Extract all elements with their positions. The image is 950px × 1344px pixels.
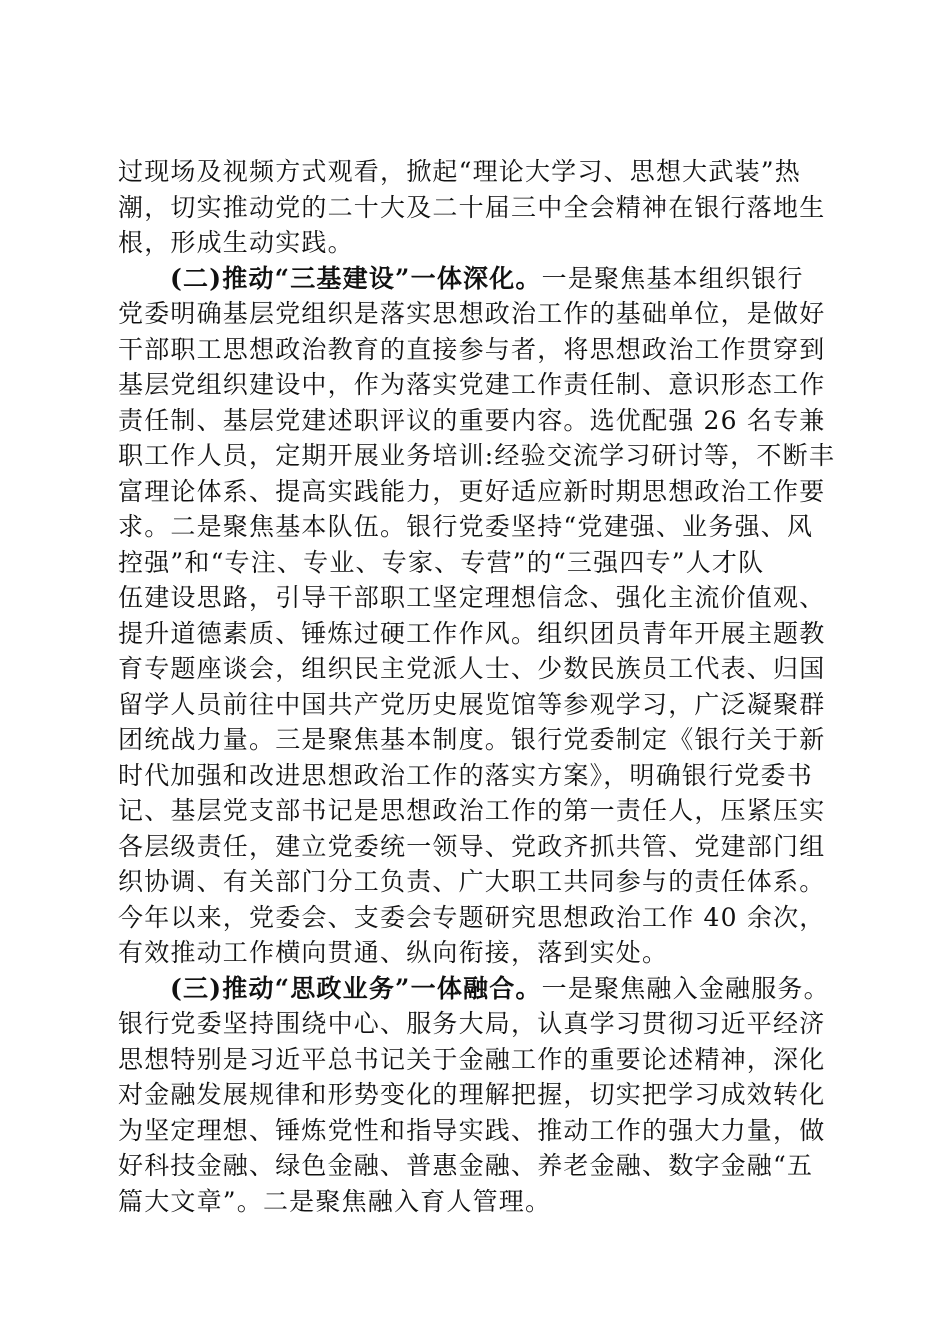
paragraph-line: 干部职工思想政治教育的直接参与者，将思想政治工作贯穿到 bbox=[118, 334, 826, 364]
paragraph-line: 责任制、基层党建述职评议的重要内容。选优配强 26 名专兼 bbox=[118, 405, 826, 435]
section-heading: (三)推动“思政业务”一体融合。 bbox=[170, 973, 542, 1003]
paragraph-line: 提升道德素质、锤炼过硬工作作风。组织团员青年开展主题教 bbox=[118, 618, 826, 648]
paragraph-line: 好科技金融、绿色金融、普惠金融、养老金融、数字金融“五 bbox=[118, 1151, 814, 1180]
paragraph-line: 银行党委坚持围绕中心、服务大局，认真学习贯彻习近平经济 bbox=[118, 1009, 826, 1038]
paragraph-line: 时代加强和改进思想政治工作的落实方案》，明确银行党委书 bbox=[118, 760, 813, 790]
document-body bbox=[118, 154, 838, 1219]
section-heading: (二)推动“三基建设”一体深化。 bbox=[170, 263, 542, 293]
paragraph-line: 记、基层党支部书记是思想政治工作的第一责任人，压紧压实 bbox=[118, 796, 826, 825]
paragraph-line: 根，形成生动实践。 bbox=[118, 228, 354, 257]
paragraph-line: 各层级责任，建立党委统一领导、党政齐抓共管、党建部门组 bbox=[118, 831, 826, 861]
paragraph-line: 求。二是聚焦基本队伍。银行党委坚持“党建强、业务强、风 bbox=[118, 512, 814, 541]
paragraph-line: 留学人员前往中国共产党历史展览馆等参观学习，广泛凝聚群 bbox=[118, 689, 826, 719]
paragraph-2 bbox=[118, 261, 838, 971]
paragraph-line: 控强”和“专注、专业、专家、专营”的“三强四专”人才队 bbox=[118, 547, 765, 577]
paragraph-line: 基层党组织建设中，作为落实党建工作责任制、意识形态工作 bbox=[118, 370, 826, 399]
paragraph-line: 有效推动工作横向贯通、纵向衔接，落到实处。 bbox=[118, 938, 669, 967]
paragraph-line: 织协调、有关部门分工负责、广大职工共同参与的责任体系。 bbox=[118, 867, 826, 896]
paragraph-line: 今年以来，党委会、支委会专题研究思想政治工作 40 余次， bbox=[118, 902, 826, 932]
paragraph-first-line bbox=[118, 971, 838, 1007]
paragraph-line: 思想特别是习近平总书记关于金融工作的重要论述精神，深化 bbox=[118, 1044, 826, 1074]
paragraph-line: 育专题座谈会，组织民主党派人士、少数民族员工代表、归国 bbox=[118, 654, 826, 683]
paragraph-line: 潮，切实推动党的二十大及二十届三中全会精神在银行落地生 bbox=[118, 192, 826, 222]
paragraph-text: 一是聚焦基本组织银行 bbox=[541, 263, 804, 293]
paragraph-1 bbox=[118, 154, 838, 261]
paragraph-text: 一是聚焦融入金融服务。 bbox=[541, 973, 830, 1003]
paragraph-line: 过现场及视频方式观看，掀起“理论大学习、思想大武装”热 bbox=[118, 157, 801, 186]
paragraph-first-line bbox=[118, 261, 838, 297]
paragraph-line: 职工作人员，定期开展业务培训:经验交流学习研讨等，不断丰 bbox=[118, 441, 836, 470]
paragraph-3 bbox=[118, 971, 838, 1220]
paragraph-line: 团统战力量。三是聚焦基本制度。银行党委制定《银行关于新 bbox=[118, 725, 826, 754]
paragraph-line: 对金融发展规律和形势变化的理解把握，切实把学习成效转化 bbox=[118, 1080, 826, 1109]
paragraph-line: 富理论体系、提高实践能力，更好适应新时期思想政治工作要 bbox=[118, 476, 826, 506]
paragraph-line: 伍建设思路，引导干部职工坚定理想信念、强化主流价值观、 bbox=[118, 583, 826, 612]
paragraph-line: 篇大文章”。二是聚焦融入育人管理。 bbox=[118, 1186, 552, 1216]
paragraph-line: 为坚定理想、锤炼党性和指导实践、推动工作的强大力量，做 bbox=[118, 1115, 826, 1145]
paragraph-line: 党委明确基层党组织是落实思想政治工作的基础单位，是做好 bbox=[118, 299, 826, 328]
